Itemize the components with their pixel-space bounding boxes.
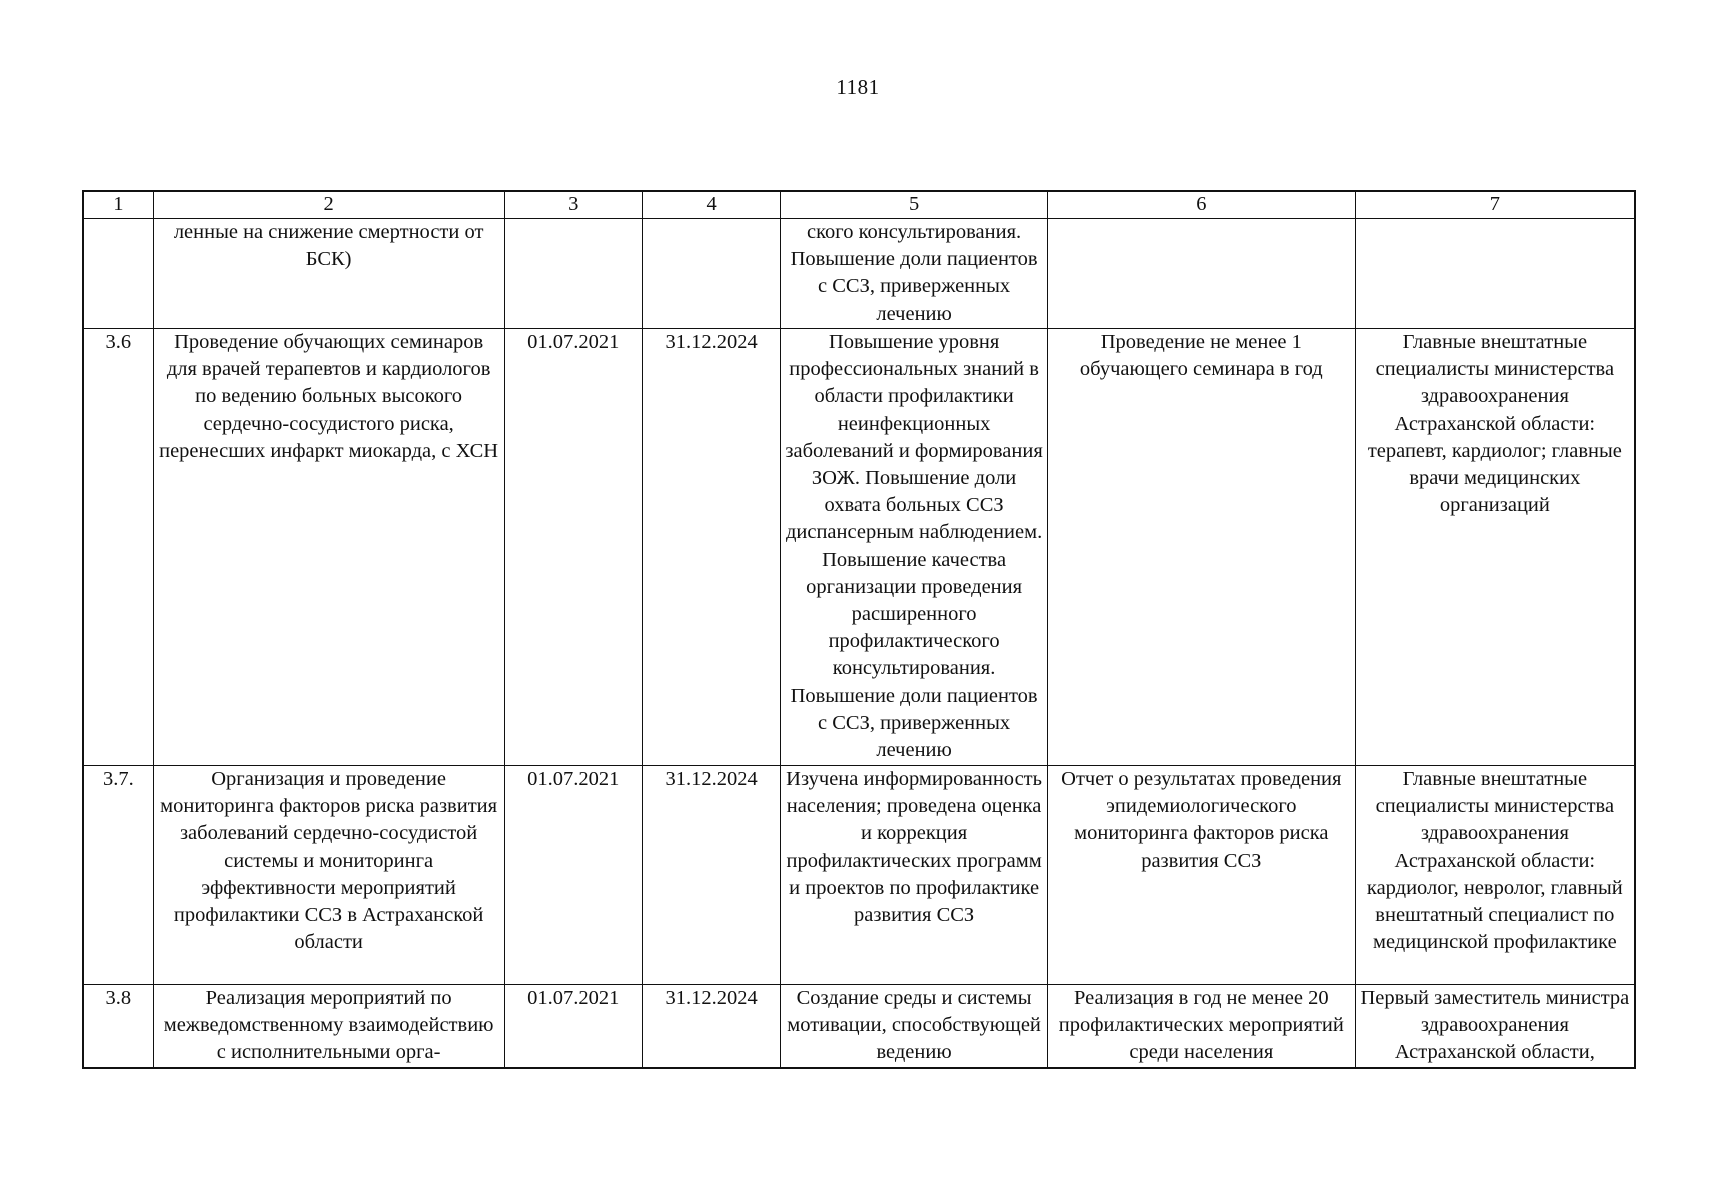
start-date-cell: 01.07.2021 — [504, 985, 642, 1068]
column-header: 5 — [781, 191, 1048, 219]
end-date-cell: 31.12.2024 — [642, 329, 780, 766]
measure-cell: ленные на снижение смертности от БСК) — [153, 219, 504, 329]
start-date-cell: 01.07.2021 — [504, 329, 642, 766]
measure-cell: Проведение обучающих семинаров для врачей терапевтов и кардиологов по ведению больных высокого сердечно-сосудистого риска, перенесших инфаркт миокарда, с ХСН — [153, 329, 504, 766]
table-row — [83, 329, 1635, 766]
page-number: 1181 — [836, 75, 880, 99]
indicator-cell: Реализация в год не менее 20 профилактических мероприятий среди населения — [1047, 985, 1355, 1068]
column-header: 1 — [83, 191, 153, 219]
column-header: 6 — [1047, 191, 1355, 219]
start-date-cell: 01.07.2021 — [504, 766, 642, 985]
result-cell: Изучена информированность населения; проведена оценка и коррекция профилактических программ и проектов по профилактике развития ССЗ — [781, 766, 1048, 985]
table-row — [83, 219, 1635, 329]
result-cell: Повышение уровня профессиональных знаний в области профилактики неинфекционных заболеваний и формирования ЗОЖ. Повышение доли охвата больных ССЗ диспансерным наблюдением. Повышение качества организации проведения расширенного профилактического консультирования. Повышение доли пациентов с ССЗ, приверженных лечению — [781, 329, 1048, 766]
measures-table — [82, 190, 1636, 1069]
responsible-cell: Главные внештатные специалисты министерства здравоохранения Астраханской области: кардиолог, невролог, главный внештатный специалист по медицинской профилактике — [1355, 766, 1635, 985]
end-date-cell: 31.12.2024 — [642, 985, 780, 1068]
result-cell: ского консультирования. Повышение доли пациентов с ССЗ, приверженных лечению — [781, 219, 1048, 329]
measure-cell: Реализация мероприятий по межведомственному взаимодействию с исполнительными орга- — [153, 985, 504, 1068]
indicator-cell — [1047, 219, 1355, 329]
responsible-cell: Главные внештатные специалисты министерства здравоохранения Астраханской области: терапевт, кардиолог; главные врачи медицинских организаций — [1355, 329, 1635, 766]
column-header: 3 — [504, 191, 642, 219]
table-row — [83, 985, 1635, 1068]
row-number: 3.8 — [83, 985, 153, 1068]
start-date-cell — [504, 219, 642, 329]
column-header: 4 — [642, 191, 780, 219]
responsible-cell — [1355, 219, 1635, 329]
end-date-cell: 31.12.2024 — [642, 766, 780, 985]
column-header: 2 — [153, 191, 504, 219]
row-number: 3.6 — [83, 329, 153, 766]
end-date-cell — [642, 219, 780, 329]
header-row — [83, 191, 1635, 219]
row-number — [83, 219, 153, 329]
responsible-cell: Первый заместитель министра здравоохранения Астраханской области, — [1355, 985, 1635, 1068]
indicator-cell: Проведение не менее 1 обучающего семинара в год — [1047, 329, 1355, 766]
table-row — [83, 766, 1635, 985]
row-number: 3.7. — [83, 766, 153, 985]
column-header: 7 — [1355, 191, 1635, 219]
result-cell: Создание среды и системы мотивации, способствующей ведению — [781, 985, 1048, 1068]
indicator-cell: Отчет о результатах проведения эпидемиологического мониторинга факторов риска развития ССЗ — [1047, 766, 1355, 985]
measure-cell: Организация и проведение мониторинга факторов риска развития заболеваний сердечно-сосудистой системы и мониторинга эффективности мероприятий профилактики ССЗ в Астраханской области — [153, 766, 504, 985]
